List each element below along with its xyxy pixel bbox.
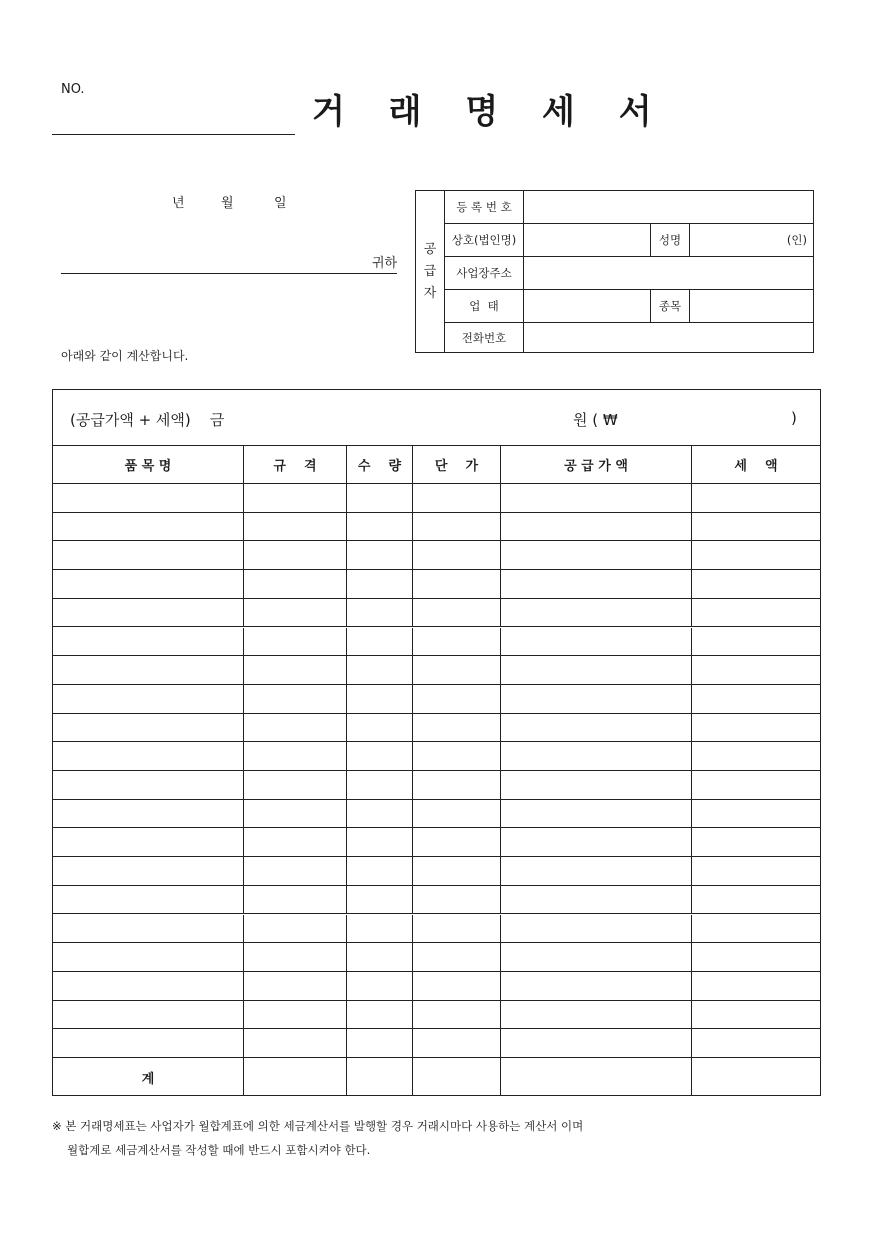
spec-cell[interactable] [244, 484, 347, 512]
item-name-cell[interactable] [53, 915, 244, 943]
total-spec-cell[interactable] [244, 1058, 347, 1096]
item-name-cell[interactable] [53, 656, 244, 684]
item-name-cell[interactable] [53, 742, 244, 770]
quantity-cell[interactable] [347, 570, 413, 598]
honorific-label: 귀하 [372, 256, 398, 271]
item-name-cell[interactable] [53, 1001, 244, 1029]
item-label: 종목 [651, 290, 690, 322]
company-label: 상호(법인명) [445, 224, 524, 256]
unit-price-cell[interactable] [413, 685, 501, 713]
spec-cell[interactable] [244, 1029, 347, 1057]
supply-amount-cell[interactable] [501, 484, 692, 512]
business-type-field[interactable] [524, 290, 651, 322]
table-header-row [53, 446, 820, 484]
supply-amount-cell[interactable] [501, 800, 692, 828]
won-label: 원 ( ₩ [573, 411, 618, 429]
quantity-cell[interactable] [347, 541, 413, 569]
table-row [53, 599, 820, 628]
tax-cell[interactable] [692, 714, 820, 742]
spec-cell[interactable] [244, 828, 347, 856]
footnote-line-1: ※ 본 거래명세표는 사업자가 월합계표에 의한 세금계산서를 발행할 경우 거래시마다 사용하는 계산서 이며 [52, 1119, 584, 1133]
supplier-char-1: 공 [423, 241, 437, 257]
items-table [52, 389, 821, 1096]
item-name-cell[interactable] [53, 943, 244, 971]
unit-price-cell[interactable] [413, 771, 501, 799]
name-field[interactable] [690, 224, 813, 256]
header-supply-amount: 공 급 가 액 [501, 446, 692, 483]
table-row [53, 1001, 820, 1030]
spec-cell[interactable] [244, 972, 347, 1000]
tax-cell[interactable] [692, 800, 820, 828]
tax-cell[interactable] [692, 1001, 820, 1029]
tax-cell[interactable] [692, 656, 820, 684]
quantity-cell[interactable] [347, 771, 413, 799]
supply-amount-cell[interactable] [501, 541, 692, 569]
footnote-line-2: 월합계로 세금계산서를 작성할 때에 반드시 포함시켜야 한다. [67, 1143, 371, 1157]
unit-price-cell[interactable] [413, 656, 501, 684]
supply-amount-cell[interactable] [501, 972, 692, 1000]
table-row [53, 541, 820, 570]
unit-price-cell[interactable] [413, 857, 501, 885]
quantity-cell[interactable] [347, 484, 413, 512]
supplier-row-phone [445, 323, 813, 352]
supply-amount-cell[interactable] [501, 886, 692, 914]
quantity-cell[interactable] [347, 943, 413, 971]
supply-amount-cell[interactable] [501, 599, 692, 627]
table-row [53, 714, 820, 743]
tax-cell[interactable] [692, 484, 820, 512]
spec-cell[interactable] [244, 915, 347, 943]
seal-label: (인) [786, 233, 807, 247]
address-field[interactable] [524, 257, 813, 289]
unit-price-cell[interactable] [413, 943, 501, 971]
page-title: 거 래 명 세 서 [312, 92, 668, 132]
unit-price-cell[interactable] [413, 570, 501, 598]
supply-amount-cell[interactable] [501, 628, 692, 656]
supply-amount-cell[interactable] [501, 513, 692, 541]
supplier-char-3: 자 [423, 285, 437, 301]
item-name-cell[interactable] [53, 541, 244, 569]
company-field[interactable] [524, 224, 651, 256]
total-unit-price-cell[interactable] [413, 1058, 501, 1096]
quantity-cell[interactable] [347, 972, 413, 1000]
unit-price-cell[interactable] [413, 541, 501, 569]
supply-amount-cell[interactable] [501, 828, 692, 856]
table-row [53, 1029, 820, 1058]
quantity-cell[interactable] [347, 714, 413, 742]
unit-price-cell[interactable] [413, 800, 501, 828]
item-name-cell[interactable] [53, 828, 244, 856]
amount-row [53, 390, 820, 446]
name-label: 성명 [651, 224, 690, 256]
unit-price-cell[interactable] [413, 828, 501, 856]
no-label: NO. [61, 82, 85, 97]
spec-cell[interactable] [244, 1001, 347, 1029]
tax-cell[interactable] [692, 972, 820, 1000]
header-unit-price: 단 가 [413, 446, 501, 483]
tax-cell[interactable] [692, 943, 820, 971]
supplier-row-company [445, 224, 813, 257]
unit-price-cell[interactable] [413, 742, 501, 770]
table-row [53, 915, 820, 944]
table-row [53, 943, 820, 972]
item-name-cell[interactable] [53, 628, 244, 656]
spec-cell[interactable] [244, 570, 347, 598]
item-name-cell[interactable] [53, 800, 244, 828]
unit-price-cell[interactable] [413, 886, 501, 914]
date-year-label: 년 [172, 196, 185, 211]
table-row [53, 628, 820, 657]
total-supply-amount-cell[interactable] [501, 1058, 692, 1096]
unit-price-cell[interactable] [413, 628, 501, 656]
table-total-row [53, 1058, 820, 1096]
spec-cell[interactable] [244, 714, 347, 742]
item-name-cell[interactable] [53, 599, 244, 627]
reg-no-label: 등 록 번 호 [445, 191, 524, 223]
quantity-cell[interactable] [347, 800, 413, 828]
tax-cell[interactable] [692, 513, 820, 541]
table-row [53, 570, 820, 599]
unit-price-cell[interactable] [413, 513, 501, 541]
quantity-cell[interactable] [347, 628, 413, 656]
tax-cell[interactable] [692, 742, 820, 770]
tax-cell[interactable] [692, 857, 820, 885]
spec-cell[interactable] [244, 857, 347, 885]
reg-no-field[interactable] [524, 191, 813, 223]
quantity-cell[interactable] [347, 599, 413, 627]
spec-cell[interactable] [244, 513, 347, 541]
unit-price-cell[interactable] [413, 915, 501, 943]
table-row [53, 886, 820, 915]
spec-cell[interactable] [244, 628, 347, 656]
tax-cell[interactable] [692, 628, 820, 656]
item-name-cell[interactable] [53, 886, 244, 914]
supply-amount-cell[interactable] [501, 1001, 692, 1029]
tax-cell[interactable] [692, 599, 820, 627]
quantity-cell[interactable] [347, 886, 413, 914]
item-name-cell[interactable] [53, 484, 244, 512]
total-quantity-cell[interactable] [347, 1058, 413, 1096]
unit-price-cell[interactable] [413, 1029, 501, 1057]
supplier-vertical-label [416, 191, 445, 352]
table-row [53, 972, 820, 1001]
calc-note: 아래와 같이 계산합니다. [61, 349, 189, 363]
unit-price-cell[interactable] [413, 599, 501, 627]
phone-label: 전화번호 [445, 323, 524, 352]
tax-cell[interactable] [692, 685, 820, 713]
tax-cell[interactable] [692, 541, 820, 569]
table-row [53, 857, 820, 886]
item-name-cell[interactable] [53, 857, 244, 885]
supplier-row-reg [445, 191, 813, 224]
tax-cell[interactable] [692, 570, 820, 598]
no-underline [52, 134, 295, 135]
amount-label: (공급가액 + 세액) 금 [70, 411, 225, 429]
supply-amount-cell[interactable] [501, 857, 692, 885]
table-row [53, 685, 820, 714]
item-name-cell[interactable] [53, 513, 244, 541]
table-row [53, 513, 820, 542]
supply-amount-cell[interactable] [501, 771, 692, 799]
total-tax-cell[interactable] [692, 1058, 820, 1096]
quantity-cell[interactable] [347, 857, 413, 885]
spec-cell[interactable] [244, 886, 347, 914]
supply-amount-cell[interactable] [501, 915, 692, 943]
item-field[interactable] [690, 290, 813, 322]
spec-cell[interactable] [244, 800, 347, 828]
date-month-label: 월 [221, 196, 234, 211]
business-type-label: 업 태 [445, 290, 524, 322]
recipient-line [61, 273, 397, 274]
item-name-cell[interactable] [53, 714, 244, 742]
spec-cell[interactable] [244, 771, 347, 799]
header-item-name: 품 목 명 [53, 446, 244, 483]
tax-cell[interactable] [692, 886, 820, 914]
quantity-cell[interactable] [347, 742, 413, 770]
spec-cell[interactable] [244, 742, 347, 770]
tax-cell[interactable] [692, 828, 820, 856]
unit-price-cell[interactable] [413, 714, 501, 742]
supply-amount-cell[interactable] [501, 943, 692, 971]
supply-amount-cell[interactable] [501, 570, 692, 598]
spec-cell[interactable] [244, 656, 347, 684]
quantity-cell[interactable] [347, 1001, 413, 1029]
unit-price-cell[interactable] [413, 1001, 501, 1029]
supply-amount-cell[interactable] [501, 685, 692, 713]
quantity-cell[interactable] [347, 915, 413, 943]
spec-cell[interactable] [244, 943, 347, 971]
supplier-box [415, 190, 814, 353]
tax-cell[interactable] [692, 771, 820, 799]
table-row [53, 484, 820, 513]
supplier-row-address [445, 257, 813, 290]
table-row [53, 828, 820, 857]
quantity-cell[interactable] [347, 685, 413, 713]
supply-amount-cell[interactable] [501, 742, 692, 770]
address-label: 사업장주소 [445, 257, 524, 289]
supply-amount-cell[interactable] [501, 656, 692, 684]
spec-cell[interactable] [244, 685, 347, 713]
supply-amount-cell[interactable] [501, 714, 692, 742]
quantity-cell[interactable] [347, 828, 413, 856]
tax-cell[interactable] [692, 915, 820, 943]
tax-cell[interactable] [692, 1029, 820, 1057]
spec-cell[interactable] [244, 541, 347, 569]
item-name-cell[interactable] [53, 685, 244, 713]
total-label: 계 [53, 1058, 244, 1096]
header-spec: 규 격 [244, 446, 347, 483]
item-name-cell[interactable] [53, 972, 244, 1000]
spec-cell[interactable] [244, 599, 347, 627]
supplier-char-2: 급 [423, 263, 437, 279]
date-day-label: 일 [274, 196, 287, 211]
quantity-cell[interactable] [347, 513, 413, 541]
item-name-cell[interactable] [53, 570, 244, 598]
table-row [53, 800, 820, 829]
amount-close-paren: ) [791, 409, 797, 427]
table-row [53, 742, 820, 771]
quantity-cell[interactable] [347, 1029, 413, 1057]
unit-price-cell[interactable] [413, 972, 501, 1000]
item-name-cell[interactable] [53, 1029, 244, 1057]
unit-price-cell[interactable] [413, 484, 501, 512]
item-name-cell[interactable] [53, 771, 244, 799]
phone-field[interactable] [524, 323, 813, 352]
supply-amount-cell[interactable] [501, 1029, 692, 1057]
supplier-row-business [445, 290, 813, 323]
header-quantity: 수 량 [347, 446, 413, 483]
table-row [53, 656, 820, 685]
table-row [53, 771, 820, 800]
header-tax: 세 액 [734, 459, 778, 474]
quantity-cell[interactable] [347, 656, 413, 684]
